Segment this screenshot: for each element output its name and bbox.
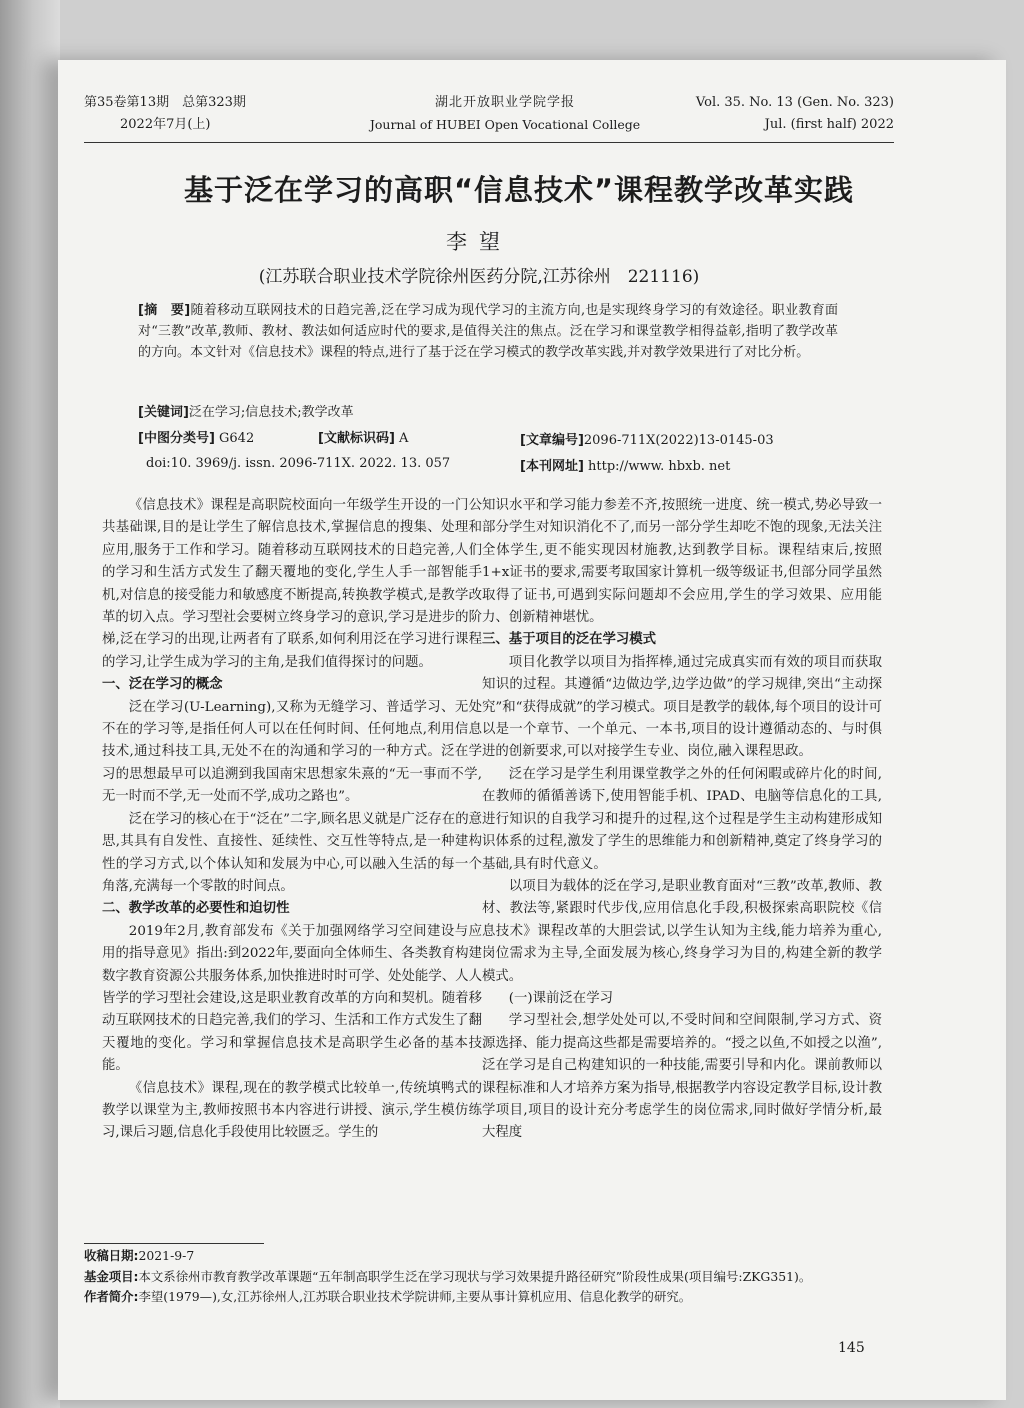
abstract-text: 随着移动互联网技术的日趋完善,泛在学习成为现代学习的主流方向,也是实现终身学习的有效途径。职业教育面对“三教”改革,教师、教材、教法如何适应时代的要求,是值得关注的焦点。泛在学习和课堂教学相得益彰,指明了教学改革的方向。本文针对《信息技术》课程的特点,进行了基于泛在学习模式的教学改革实践,并对教学效果进行了对比分析。 [138, 303, 839, 360]
doi: doi:10. 3969/j. issn. 2096-711X. 2022. 13. 057 [146, 456, 451, 471]
journal-name-en: Journal of HUBEI Open Vocational College [369, 117, 641, 132]
clc-text: G642 [219, 431, 255, 446]
article-number [520, 430, 774, 451]
header-volume-cn: 第35卷第13期 总第323期 [84, 95, 246, 110]
body-paragraph: 以项目为载体的泛在学习,是职业教育面对“三教”改革,教师、教材、教法等,紧跟时代步伐,应用信息化手段,积极探索高职院校《信息技术》课程改革的大胆尝试,以学生认知为主线,能力培养为重心,岗位需求为主导,全面发展为核心,终身学习为目的,构建全新的教学模式。 [482, 878, 882, 984]
article-no-label: [文章编号] [520, 433, 584, 448]
keywords-label: [关键词] [138, 405, 189, 420]
footnote-label: 基金项目: [84, 1268, 139, 1284]
body-paragraph: 《信息技术》课程,现在的教学模式比较单一,传统填鸭式的教学以课堂为主,教师按照书本内容进行讲授、演示,学生模仿练习,课后习题,信息化手段使用比较匮乏。学生的 [102, 1080, 482, 1141]
body-paragraph: 知识水平和学习能力参差不齐,按照统一进度、统一模式,势必导致一部分学生对知识消化不了,而另一部分学生却吃不饱的现象,无法关注全体学生,更不能实现因材施教,达到教学目标。课程结束后,按照1+x证书的要求,需要考取国家计算机一级等级证书,但部分同学虽然取得了证书,可遇到实际问题却不会应用,学生的学习效果、应用能力、创新精神堪忧。 [482, 498, 882, 626]
footnote-received [84, 1246, 904, 1267]
body-paragraph: 泛在学习(U-Learning),又称为无缝学习、普适学习、无处不在的学习等,是指任何人可以在任何时间、任何地点,利用信息技术,通过科技工具,无处不在的沟通和学习的一种方式。泛在学习的思想最早可以追溯到我国南宋思想家朱熹的“无一事而不学,无一时而不学,无一处而不学,成功之路也”。 [102, 699, 482, 805]
header-volume [84, 92, 246, 136]
document-code [318, 428, 408, 449]
clc-number [138, 428, 254, 449]
abstract-label: [摘 要] [138, 303, 191, 318]
journal-url [520, 456, 730, 477]
footnote-text: 本文系徐州市教育教学改革课题“五年制高职学生泛在学习现状与学习效果提升路径研究”阶段性成果(项目编号:ZKG351)。 [138, 1268, 812, 1284]
footnote-rule [84, 1243, 264, 1244]
scan-gutter-shadow [0, 0, 60, 1408]
doc-code-text: A [399, 431, 409, 446]
keywords-text: 泛在学习;信息技术;教学改革 [188, 405, 354, 420]
footnote-author [84, 1287, 904, 1308]
article-title: 基于泛在学习的高职“信息技术”课程教学改革实践 [183, 173, 855, 207]
section-heading: 二、教学改革的必要性和迫切性 [102, 901, 290, 917]
body-left-column [102, 495, 482, 1145]
header-date-en: Jul. (first half) 2022 [764, 117, 894, 132]
clc-label: [中图分类号] [138, 431, 215, 446]
journal-name-cn: 湖北开放职业学院学报 [434, 95, 575, 110]
footnote-label: 作者简介: [84, 1289, 139, 1304]
section-heading: 一、泛在学习的概念 [102, 677, 223, 693]
footnote-fund [84, 1267, 904, 1288]
header-date-cn: 2022年7月(上) [120, 117, 211, 132]
body-paragraph: 项目化教学以项目为指挥棒,通过完成真实而有效的项目而获取知识的过程。其遵循“边做边学,边学边做”的学习规律,突出“主动探究”和“获得成就”的学习模式。项目是教学的载体,每个项目的设计可以是一个章节、一个单元、一本书,项目的设计遵循动态的、与时俱进的创新要求,可以对接学生专业、岗位,融入课程思政。 [482, 654, 882, 760]
footnotes [84, 1246, 904, 1308]
body-paragraph: 学习型社会,想学处处可以,不受时间和空间限制,学习方式、资源选择、能力提高这些都是需要培养的。“授之以鱼,不如授之以渔”,泛在学习是自己构建知识的一种技能,需要引导和内化。课前教师以课程标准和人才培养方案为指导,根据教学内容设定教学目标,设计教学项目,项目的设计充分考虑学生的岗位需求,同时做好学情分析,最大程度 [482, 1013, 882, 1141]
article-no-text: 2096-711X(2022)13-0145-03 [583, 433, 774, 448]
header-volume-en [688, 92, 894, 136]
body-paragraph: 《信息技术》课程是高职院校面向一年级学生开设的一门公共基础课,目的是让学生了解信息技术,掌握信息的搜集、处理和应用,服务于工作和学习。随着移动互联网技术的日趋完善,人们的学习和生活方式发生了翻天覆地的变化,学生人手一部智能手机,对信息的接受能力和敏感度不断提高,转换教学模式,是教学改革的切入点。学习型社会要树立终身学习的意识,学习是进步的阶梯,泛在学习的出现,让两者有了联系,如何利用泛在学习进行课程的学习,让学生成为学习的主角,是我们值得探讨的问题。 [102, 498, 482, 670]
page-number: 145 [838, 1340, 865, 1356]
keywords [138, 402, 354, 423]
doc-code-label: [文献标识码] [318, 431, 395, 446]
header-vol-en: Vol. 35. No. 13 (Gen. No. 323) [695, 95, 894, 110]
header-journal [340, 92, 670, 136]
url-text: http://www. hbxb. net [588, 459, 731, 474]
author-name: 李望 [446, 230, 512, 254]
subsection-heading: (一)课前泛在学习 [508, 990, 613, 1006]
abstract [138, 300, 838, 363]
footnote-label: 收稿日期: [84, 1248, 139, 1263]
body-paragraph: 泛在学习是学生利用课堂教学之外的任何闲暇或碎片化的时间,在教师的循循善诱下,使用智能手机、IPAD、电脑等信息化的工具,进行知识的自我学习和提升的过程,这个过程是学生主动构建形成知识体系的过程,激发了学生的思维能力和创新精神,奠定了终身学习的基础,具有时代意义。 [482, 766, 882, 872]
author-affiliation: (江苏联合职业技术学院徐州医药分院,江苏徐州 221116) [258, 267, 700, 287]
url-label: [本刊网址] [520, 459, 584, 474]
footnote-text: 2021-9-7 [138, 1248, 195, 1263]
section-heading: 三、基于项目的泛在学习模式 [482, 632, 657, 648]
body-right-column [482, 495, 882, 1145]
body-paragraph: 泛在学习的核心在于“泛在”二字,顾名思义就是广泛存在的意思,其具有自发性、直接性、延续性、交互性等特点,是一种建构性的学习方式,以个体认知和发展为中心,可以融入生活的每一个角落,充满每一个零散的时间点。 [102, 811, 482, 894]
body-paragraph: 2019年2月,教育部发布《关于加强网络学习空间建设与应用的指导意见》指出:到2022年,要面向全体师生、各类教育构建数字教育资源公共服务体系,加快推进时时可学、处处能学、人人皆学的学习型社会建设,这是职业教育改革的方向和契机。随着移动互联网技术的日趋完善,我们的学习、生活和工作方式发生了翻天覆地的变化。学习和掌握信息技术是高职学生必备的基本技能。 [102, 923, 482, 1074]
footnote-text: 李望(1979—),女,江苏徐州人,江苏联合职业技术学院讲师,主要从事计算机应用、信息化教学的研究。 [138, 1289, 692, 1304]
header-rule [84, 142, 894, 143]
